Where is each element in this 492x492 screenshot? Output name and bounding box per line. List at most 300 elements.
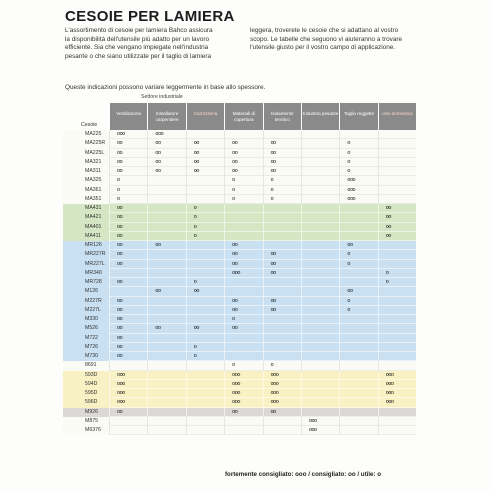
rating-cell: oo bbox=[109, 241, 147, 250]
table-row bbox=[63, 158, 426, 167]
header-roofing: Materiali di copertura bbox=[224, 103, 262, 130]
rating-cell bbox=[339, 213, 377, 222]
rating-cell: oo bbox=[224, 408, 262, 417]
rating-cell: ooo bbox=[378, 398, 416, 407]
rating-cell bbox=[147, 408, 185, 417]
rating-cell: o bbox=[109, 176, 147, 185]
rating-cell bbox=[147, 176, 185, 185]
table-row bbox=[63, 380, 426, 389]
rating-cell bbox=[301, 334, 339, 343]
rating-cell: o bbox=[186, 232, 224, 241]
intro-line: l'utensile giusto per il vostro campo di applicazione. bbox=[250, 44, 396, 52]
table-row bbox=[63, 287, 426, 296]
rating-cell: oo bbox=[109, 324, 147, 333]
table-row bbox=[63, 398, 426, 407]
rating-cell: oo bbox=[109, 297, 147, 306]
rating-cell: ooo bbox=[147, 130, 185, 139]
rating-cell: ooo bbox=[224, 398, 262, 407]
rating-cell bbox=[378, 408, 416, 417]
rating-cell bbox=[263, 352, 301, 361]
rating-cell bbox=[186, 186, 224, 195]
rating-cell bbox=[301, 167, 339, 176]
rating-cell: oo bbox=[224, 297, 262, 306]
rating-cell bbox=[339, 334, 377, 343]
thickness-note: Queste indicazioni possono variare leggermente in base allo spessore. bbox=[65, 84, 266, 91]
rating-cell bbox=[224, 204, 262, 213]
rating-cell: ooo bbox=[263, 398, 301, 407]
rating-cell bbox=[378, 149, 416, 158]
rating-cell bbox=[263, 130, 301, 139]
intro-line: pesante o che siano utilizzate per il taglio di lamiera bbox=[65, 52, 212, 60]
table-row bbox=[63, 389, 426, 398]
table-row bbox=[63, 371, 426, 380]
rating-cell: o bbox=[339, 149, 377, 158]
table-row bbox=[63, 223, 426, 232]
rating-cell: oo bbox=[109, 334, 147, 343]
rating-cell bbox=[263, 204, 301, 213]
rating-cell bbox=[186, 361, 224, 370]
rating-cell bbox=[339, 130, 377, 139]
rating-cell: oo bbox=[339, 287, 377, 296]
model-name: MA361 bbox=[63, 186, 109, 195]
model-name: M526 bbox=[63, 324, 109, 333]
model-name: M227L bbox=[63, 306, 109, 315]
rating-cell: oo bbox=[263, 297, 301, 306]
rating-cell bbox=[378, 186, 416, 195]
rating-cell bbox=[378, 334, 416, 343]
rating-cell bbox=[147, 297, 185, 306]
rating-cell bbox=[378, 352, 416, 361]
rating-cell: o bbox=[339, 139, 377, 148]
intro-right bbox=[250, 27, 425, 53]
table-row bbox=[63, 176, 426, 185]
model-name: M726 bbox=[63, 343, 109, 352]
model-name: MA325 bbox=[63, 176, 109, 185]
rating-cell bbox=[378, 315, 416, 324]
model-name: M227R bbox=[63, 297, 109, 306]
rating-cell bbox=[147, 195, 185, 204]
model-name: MA311 bbox=[63, 167, 109, 176]
rating-cell: ooo bbox=[109, 130, 147, 139]
rating-cell bbox=[339, 278, 377, 287]
table-row bbox=[63, 315, 426, 324]
rating-cell bbox=[339, 380, 377, 389]
model-name: MR227R bbox=[63, 250, 109, 259]
rating-cell: oo bbox=[186, 158, 224, 167]
rating-cell bbox=[147, 398, 185, 407]
table-row bbox=[63, 232, 426, 241]
rating-cell bbox=[147, 223, 185, 232]
rating-cell bbox=[378, 241, 416, 250]
table-row bbox=[63, 186, 426, 195]
table-row bbox=[63, 195, 426, 204]
rating-cell: oo bbox=[263, 408, 301, 417]
header-ventilation: Ventilazione bbox=[109, 103, 147, 130]
rating-cell: o bbox=[263, 176, 301, 185]
rating-cell bbox=[301, 352, 339, 361]
rating-cell bbox=[186, 398, 224, 407]
rating-cell: oo bbox=[378, 213, 416, 222]
rating-cell bbox=[301, 260, 339, 269]
rating-cell bbox=[224, 417, 262, 426]
rating-cell bbox=[378, 167, 416, 176]
rating-cell: ooo bbox=[339, 195, 377, 204]
rating-cell: ooo bbox=[378, 380, 416, 389]
table-row bbox=[63, 408, 426, 417]
rating-cell bbox=[263, 241, 301, 250]
rating-cell: o bbox=[186, 223, 224, 232]
rating-cell: oo bbox=[224, 241, 262, 250]
rating-cell bbox=[301, 176, 339, 185]
rating-cell bbox=[147, 260, 185, 269]
rating-cell: ooo bbox=[224, 380, 262, 389]
rating-cell bbox=[224, 130, 262, 139]
rating-cell bbox=[224, 352, 262, 361]
rating-cell: oo bbox=[263, 269, 301, 278]
rating-cell: o bbox=[224, 315, 262, 324]
model-name: 595D bbox=[63, 389, 109, 398]
rating-cell: oo bbox=[109, 149, 147, 158]
rating-cell bbox=[378, 139, 416, 148]
rating-cell: oo bbox=[109, 278, 147, 287]
rating-cell: oo bbox=[224, 139, 262, 148]
rating-cell bbox=[301, 269, 339, 278]
rating-cell bbox=[378, 417, 416, 426]
rating-cell bbox=[339, 408, 377, 417]
rating-cell: o bbox=[224, 195, 262, 204]
rating-cell: o bbox=[339, 250, 377, 259]
rating-cell: oo bbox=[263, 158, 301, 167]
rating-cell bbox=[378, 361, 416, 370]
rating-cell bbox=[147, 371, 185, 380]
rating-cell: ooo bbox=[339, 186, 377, 195]
rating-cell bbox=[301, 306, 339, 315]
rating-cell bbox=[186, 241, 224, 250]
model-name: M6376 bbox=[63, 426, 109, 435]
page-title: CESOIE PER LAMIERA bbox=[65, 8, 235, 25]
rating-cell: oo bbox=[339, 241, 377, 250]
rating-cell bbox=[378, 287, 416, 296]
rating-cell bbox=[301, 223, 339, 232]
rating-cell bbox=[147, 389, 185, 398]
model-name: MA225 bbox=[63, 130, 109, 139]
rating-cell bbox=[109, 269, 147, 278]
rating-cell bbox=[224, 287, 262, 296]
rating-cell bbox=[339, 361, 377, 370]
rating-cell bbox=[263, 232, 301, 241]
rating-cell: oo bbox=[109, 408, 147, 417]
rating-cell: oo bbox=[109, 315, 147, 324]
table-row bbox=[63, 149, 426, 158]
rating-cell bbox=[186, 380, 224, 389]
model-name: M722 bbox=[63, 334, 109, 343]
rating-cell: ooo bbox=[109, 389, 147, 398]
rating-cell bbox=[301, 408, 339, 417]
rating-cell bbox=[339, 352, 377, 361]
rating-cell bbox=[378, 260, 416, 269]
header-installer: Installatore carpentiere bbox=[147, 103, 185, 130]
intro-line: L'assortimento di cesoie per lamiera Bahco assicura bbox=[65, 27, 213, 34]
rating-cell bbox=[147, 315, 185, 324]
table-row bbox=[63, 260, 426, 269]
intro-line: leggera, troverete le cesoie che si adattano al vostro bbox=[250, 27, 399, 34]
model-name: MA411 bbox=[63, 232, 109, 241]
table-row bbox=[63, 130, 426, 139]
rating-cell bbox=[109, 287, 147, 296]
rating-cell: ooo bbox=[109, 398, 147, 407]
rating-cell bbox=[301, 389, 339, 398]
rating-cell bbox=[301, 343, 339, 352]
table-row bbox=[63, 426, 426, 435]
rating-cell: oo bbox=[224, 306, 262, 315]
rating-cell: o bbox=[339, 260, 377, 269]
rating-cell: ooo bbox=[224, 389, 262, 398]
rating-cell bbox=[378, 130, 416, 139]
table-row bbox=[63, 297, 426, 306]
rating-cell: oo bbox=[263, 306, 301, 315]
rating-cell bbox=[301, 204, 339, 213]
rating-cell bbox=[339, 398, 377, 407]
rating-cell bbox=[186, 306, 224, 315]
rating-cell bbox=[186, 260, 224, 269]
rating-cell bbox=[301, 380, 339, 389]
rating-cell: o bbox=[263, 195, 301, 204]
rating-cell bbox=[339, 223, 377, 232]
table-body bbox=[63, 130, 426, 435]
model-name: MA321 bbox=[63, 158, 109, 167]
rating-cell: oo bbox=[224, 149, 262, 158]
rating-cell bbox=[301, 149, 339, 158]
rating-cell bbox=[378, 343, 416, 352]
rating-cell: oo bbox=[109, 260, 147, 269]
table-row bbox=[63, 250, 426, 259]
table-row bbox=[63, 352, 426, 361]
rating-cell bbox=[301, 324, 339, 333]
rating-cell bbox=[263, 343, 301, 352]
table-header bbox=[63, 103, 426, 130]
rating-cell bbox=[263, 223, 301, 232]
rating-cell: o bbox=[263, 361, 301, 370]
rating-cell: oo bbox=[186, 167, 224, 176]
rating-cell: oo bbox=[109, 204, 147, 213]
rating-cell bbox=[147, 204, 185, 213]
rating-cell bbox=[147, 269, 185, 278]
rating-cell: oo bbox=[109, 158, 147, 167]
rating-cell: oo bbox=[378, 232, 416, 241]
rating-cell bbox=[263, 334, 301, 343]
rating-cell bbox=[263, 324, 301, 333]
rating-cell: ooo bbox=[224, 269, 262, 278]
rating-cell bbox=[263, 287, 301, 296]
rating-cell bbox=[186, 297, 224, 306]
rating-cell: ooo bbox=[263, 371, 301, 380]
rating-cell: o bbox=[186, 213, 224, 222]
rating-cell bbox=[186, 334, 224, 343]
rating-cell bbox=[301, 241, 339, 250]
rating-cell bbox=[301, 315, 339, 324]
rating-cell bbox=[263, 213, 301, 222]
rating-cell: oo bbox=[186, 149, 224, 158]
rating-cell bbox=[263, 426, 301, 435]
rating-cell: oo bbox=[263, 167, 301, 176]
rating-cell bbox=[301, 158, 339, 167]
rating-cell bbox=[301, 195, 339, 204]
table-row bbox=[63, 417, 426, 426]
rating-cell: oo bbox=[147, 149, 185, 158]
rating-cell bbox=[186, 371, 224, 380]
table-row bbox=[63, 278, 426, 287]
table-row bbox=[63, 269, 426, 278]
rating-cell bbox=[378, 306, 416, 315]
rating-cell: oo bbox=[186, 139, 224, 148]
model-name: MA401 bbox=[63, 223, 109, 232]
rating-cell: ooo bbox=[378, 371, 416, 380]
rating-cell: ooo bbox=[301, 426, 339, 435]
rating-cell: oo bbox=[263, 139, 301, 148]
rating-cell: oo bbox=[263, 149, 301, 158]
rating-cell: oo bbox=[147, 139, 185, 148]
rating-cell bbox=[301, 371, 339, 380]
rating-cell: o bbox=[186, 343, 224, 352]
model-name: MR227L bbox=[63, 260, 109, 269]
rating-cell bbox=[186, 315, 224, 324]
table-row bbox=[63, 361, 426, 370]
rating-cell: oo bbox=[109, 306, 147, 315]
model-name: M330 bbox=[63, 315, 109, 324]
intro-line: la disponibilità dell'utensile più adatto per un lavoro bbox=[65, 35, 210, 43]
rating-cell: oo bbox=[109, 167, 147, 176]
rating-cell bbox=[301, 278, 339, 287]
rating-cell: ooo bbox=[378, 389, 416, 398]
model-name: M926 bbox=[63, 408, 109, 417]
rating-cell bbox=[301, 398, 339, 407]
header-bodywork: Carrozzeria bbox=[186, 103, 224, 130]
rating-cell bbox=[378, 176, 416, 185]
rating-cell bbox=[301, 232, 339, 241]
rating-cell bbox=[263, 315, 301, 324]
rating-cell: o bbox=[378, 278, 416, 287]
rating-cell: oo bbox=[109, 250, 147, 259]
rating-cell bbox=[263, 417, 301, 426]
rating-cell bbox=[224, 213, 262, 222]
rating-cell bbox=[224, 278, 262, 287]
rating-cell bbox=[147, 343, 185, 352]
model-name: 596D bbox=[63, 398, 109, 407]
rating-cell: oo bbox=[109, 232, 147, 241]
rating-cell bbox=[147, 352, 185, 361]
rating-cell bbox=[147, 232, 185, 241]
rating-cell bbox=[378, 297, 416, 306]
rating-cell bbox=[301, 130, 339, 139]
table-row bbox=[63, 324, 426, 333]
rating-cell: oo bbox=[109, 352, 147, 361]
rating-cell bbox=[301, 297, 339, 306]
rating-cell bbox=[109, 361, 147, 370]
rating-cell bbox=[186, 269, 224, 278]
model-name: MA225L bbox=[63, 149, 109, 158]
rating-cell: ooo bbox=[263, 380, 301, 389]
intro-line: efficiente. Sia che vengano impiegate nell'industria bbox=[65, 44, 209, 52]
rating-cell bbox=[339, 343, 377, 352]
rating-cell: o bbox=[186, 278, 224, 287]
rating-cell: o bbox=[339, 306, 377, 315]
model-name: MA421 bbox=[63, 213, 109, 222]
table-row bbox=[63, 213, 426, 222]
rating-cell bbox=[147, 426, 185, 435]
rating-cell: o bbox=[339, 158, 377, 167]
rating-cell: ooo bbox=[263, 389, 301, 398]
rating-cell bbox=[224, 426, 262, 435]
rating-cell bbox=[147, 186, 185, 195]
rating-cell bbox=[224, 223, 262, 232]
rating-cell bbox=[147, 278, 185, 287]
rating-cell: oo bbox=[186, 287, 224, 296]
rating-cell bbox=[378, 195, 416, 204]
rating-cell: o bbox=[186, 204, 224, 213]
rating-cell bbox=[147, 361, 185, 370]
rating-cell bbox=[224, 232, 262, 241]
rating-cell bbox=[147, 213, 185, 222]
rating-cell bbox=[147, 380, 185, 389]
rating-cell bbox=[186, 250, 224, 259]
rating-cell: oo bbox=[109, 343, 147, 352]
rating-cell bbox=[339, 232, 377, 241]
rating-cell bbox=[301, 361, 339, 370]
rating-cell bbox=[301, 213, 339, 222]
model-name: MR340 bbox=[63, 269, 109, 278]
rating-cell bbox=[378, 158, 416, 167]
rating-cell: o bbox=[109, 195, 147, 204]
rating-cell: oo bbox=[263, 260, 301, 269]
model-name: MR728 bbox=[63, 278, 109, 287]
intro-line: scopo. Le tabelle che seguono vi aiuteranno a trovare bbox=[250, 35, 403, 43]
rating-cell: oo bbox=[109, 223, 147, 232]
rating-cell bbox=[339, 417, 377, 426]
table-row bbox=[63, 343, 426, 352]
rating-cell bbox=[147, 250, 185, 259]
rating-cell bbox=[186, 130, 224, 139]
rating-cell: oo bbox=[224, 158, 262, 167]
rating-cell: o bbox=[378, 269, 416, 278]
rating-cell: oo bbox=[147, 167, 185, 176]
rating-cell: oo bbox=[109, 213, 147, 222]
rating-cell: oo bbox=[147, 241, 185, 250]
rating-cell bbox=[186, 417, 224, 426]
rating-cell: oo bbox=[186, 324, 224, 333]
table-row bbox=[63, 139, 426, 148]
rating-cell: o bbox=[339, 167, 377, 176]
rating-cell bbox=[186, 408, 224, 417]
rating-cell bbox=[378, 426, 416, 435]
model-name: 593D bbox=[63, 371, 109, 380]
rating-legend: fortemente consigliato: ooo / consigliato: oo / utile: o bbox=[225, 471, 382, 478]
header-heavy-industry: Industria pesante bbox=[301, 103, 339, 130]
rating-cell: o bbox=[339, 297, 377, 306]
rating-cell: o bbox=[109, 186, 147, 195]
rating-cell bbox=[109, 426, 147, 435]
rating-cell bbox=[186, 426, 224, 435]
shears-table bbox=[63, 103, 426, 435]
rating-cell bbox=[301, 186, 339, 195]
rating-cell: oo bbox=[109, 139, 147, 148]
rating-cell bbox=[339, 389, 377, 398]
rating-cell bbox=[147, 417, 185, 426]
rating-cell bbox=[378, 250, 416, 259]
rating-cell bbox=[339, 324, 377, 333]
header-strap-cutting: Taglio reggette bbox=[339, 103, 377, 130]
rating-cell bbox=[224, 343, 262, 352]
rating-cell bbox=[339, 204, 377, 213]
